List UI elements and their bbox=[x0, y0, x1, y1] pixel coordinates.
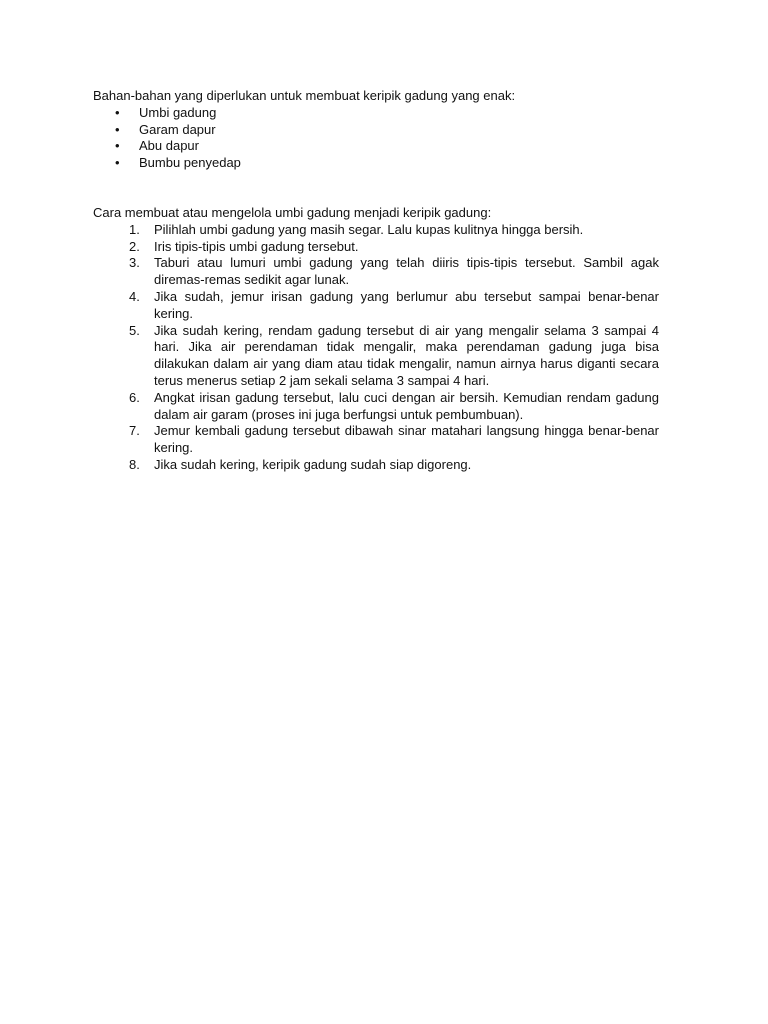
list-item bbox=[93, 122, 659, 139]
ingredient-label: Abu dapur bbox=[139, 138, 199, 154]
ingredients-list bbox=[93, 105, 659, 172]
step-number: 6. bbox=[129, 389, 140, 405]
step-text: Iris tipis-tipis umbi gadung tersebut. bbox=[154, 238, 359, 254]
step-text: Taburi atau lumuri umbi gadung yang telah diiris tipis-tipis tersebut. Sambil agak diremas-remas sedikit agar lunak. bbox=[154, 255, 659, 288]
list-item bbox=[93, 255, 659, 289]
ingredient-label: Umbi gadung bbox=[139, 104, 217, 120]
step-text: Jemur kembali gadung tersebut dibawah sinar matahari langsung hingga benar-benar kering. bbox=[154, 423, 659, 456]
steps-intro: Cara membuat atau mengelola umbi gadung menjadi keripik gadung: bbox=[93, 204, 492, 220]
list-item bbox=[93, 423, 659, 457]
document-page bbox=[93, 88, 659, 474]
step-text: Jika sudah, jemur irisan gadung yang berlumur abu tersebut sampai benar-benar kering. bbox=[154, 288, 659, 321]
section-spacer bbox=[93, 172, 659, 205]
step-number: 5. bbox=[129, 322, 140, 338]
step-number: 8. bbox=[129, 456, 140, 472]
step-number: 1. bbox=[129, 221, 140, 237]
list-item bbox=[93, 390, 659, 424]
step-text: Jika sudah kering, keripik gadung sudah siap digoreng. bbox=[154, 456, 472, 472]
ingredient-label: Bumbu penyedap bbox=[139, 155, 241, 171]
list-item bbox=[93, 239, 659, 256]
list-item bbox=[93, 222, 659, 239]
list-item bbox=[93, 155, 659, 172]
list-item bbox=[93, 289, 659, 323]
list-item bbox=[93, 323, 659, 390]
bullet-icon: • bbox=[115, 138, 120, 154]
bullet-icon: • bbox=[115, 121, 120, 137]
step-number: 3. bbox=[129, 255, 140, 271]
step-text: Jika sudah kering, rendam gadung tersebut di air yang mengalir selama 3 sampai 4 hari. Jika air perendaman tidak mengalir, maka perendaman gadung juga bisa dilakukan dalam air yang diam atau tidak mengalir, namun airnya harus diganti secara terus menerus setiap 2 jam sekali selama 3 sampai 4 hari. bbox=[154, 322, 659, 388]
step-number: 7. bbox=[129, 423, 140, 439]
list-item bbox=[93, 105, 659, 122]
ingredients-intro: Bahan-bahan yang diperlukan untuk membuat keripik gadung yang enak: bbox=[93, 88, 516, 103]
step-number: 4. bbox=[129, 288, 140, 304]
step-text: Pilihlah umbi gadung yang masih segar. Lalu kupas kulitnya hingga bersih. bbox=[154, 221, 584, 237]
bullet-icon: • bbox=[115, 155, 120, 171]
steps-list bbox=[93, 222, 659, 474]
ingredient-label: Garam dapur bbox=[139, 121, 216, 137]
bullet-icon: • bbox=[115, 104, 120, 120]
list-item bbox=[93, 457, 659, 474]
step-number: 2. bbox=[129, 238, 140, 254]
step-text: Angkat irisan gadung tersebut, lalu cuci dengan air bersih. Kemudian rendam gadung dalam air garam (proses ini juga berfungsi untuk pembumbuan). bbox=[154, 389, 659, 422]
list-item bbox=[93, 138, 659, 155]
